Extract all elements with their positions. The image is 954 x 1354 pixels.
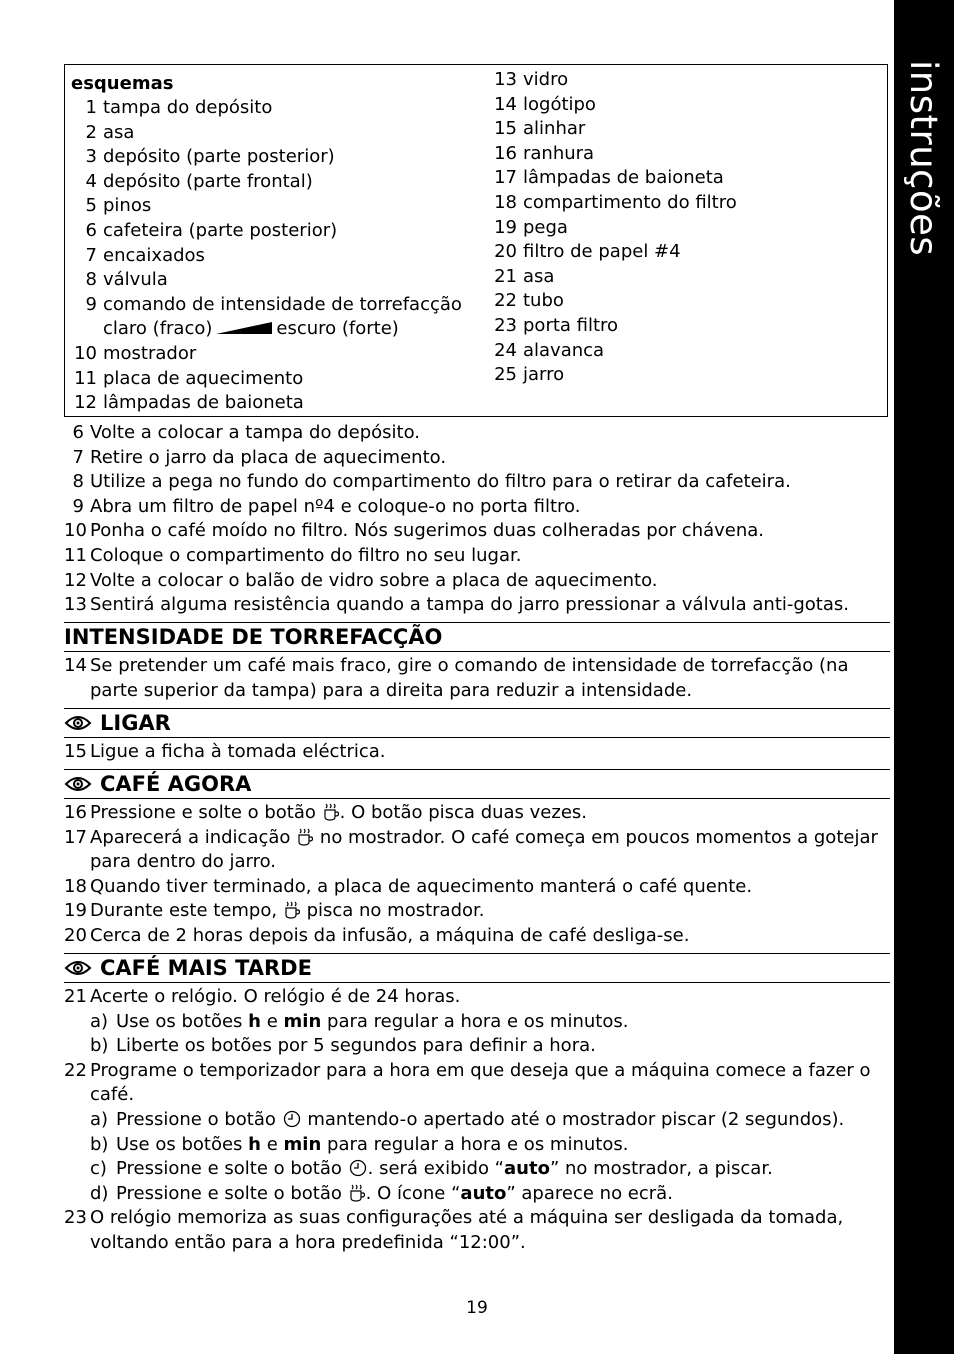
step-text: Aparecerá a indicação <box>90 826 291 848</box>
step-number: 11 <box>64 544 87 566</box>
legend-item-label: depósito (parte posterior) <box>103 146 335 168</box>
legend-item-number: 4 <box>85 170 97 192</box>
legend-item <box>71 293 481 318</box>
step-number: 6 <box>72 422 84 443</box>
step-text: O relógio memoriza as suas configurações até a máquina ser desligada da tomada, voltando então para a hora predefinida “12:00”. <box>90 1207 844 1253</box>
step-number: 13 <box>64 594 87 616</box>
legend-item-number: 2 <box>85 121 97 143</box>
legend-item <box>491 289 881 314</box>
steps-block-14 <box>64 654 890 703</box>
legend-item-label: válvula <box>103 269 168 291</box>
step-17 <box>64 826 890 875</box>
legend-item-number: 10 <box>74 342 97 364</box>
step-15 <box>64 740 890 765</box>
step-number: 23 <box>64 1207 87 1229</box>
steps-block-b <box>64 801 890 949</box>
steps-block-15 <box>64 740 890 765</box>
heading-cafe-mais-tarde <box>64 953 890 983</box>
steps-block-a <box>64 421 890 618</box>
legend-item-number: 7 <box>85 244 97 266</box>
legend-title: esquemas <box>71 73 174 94</box>
substep-text: Use os botões <box>116 1010 243 1032</box>
legend-item-label: asa <box>523 265 555 287</box>
step-22c <box>64 1157 890 1182</box>
step-item <box>64 519 890 544</box>
substep-text: para regular a hora e os minutos. <box>327 1010 629 1032</box>
legend-item-label: placa de aquecimento <box>103 367 304 389</box>
legend-item <box>491 142 881 167</box>
step-number: 12 <box>64 569 87 591</box>
legend-item-9-scale <box>71 317 481 342</box>
step-text: Ligue a ficha à tomada eléctrica. <box>90 741 386 762</box>
step-number: 22 <box>64 1059 87 1081</box>
legend-item <box>71 268 481 293</box>
step-number: 20 <box>64 924 87 946</box>
auto-label: auto <box>504 1158 550 1180</box>
legend-item <box>71 145 481 170</box>
h-button-label: h <box>248 1133 261 1155</box>
heading-cafe-mais-tarde-text: CAFÉ MAIS TARDE <box>100 956 312 980</box>
substep-text: Liberte os botões por 5 segundos para definir a hora. <box>116 1035 596 1057</box>
step-number: 7 <box>72 446 84 468</box>
legend-item-label: asa <box>103 121 135 143</box>
step-21 <box>64 985 890 1010</box>
legend-item <box>491 339 881 364</box>
legend-left-column <box>71 70 481 416</box>
step-text-end: no mostrador. O café começa em poucos momentos a gotejar para dentro do jarro. <box>90 826 878 873</box>
legend-item <box>491 216 881 241</box>
legend-item-label: pinos <box>103 195 152 217</box>
eye-icon <box>64 959 92 977</box>
step-number: 15 <box>64 741 87 762</box>
legend-item-label: ranhura <box>523 142 595 164</box>
legend-item <box>491 93 881 118</box>
h-button-label: h <box>248 1010 261 1032</box>
step-23 <box>64 1206 890 1255</box>
substep-text: Pressione e solte o botão <box>116 1182 342 1204</box>
legend-item-number: 17 <box>494 167 517 189</box>
legend-item-label: alavanca <box>523 339 605 361</box>
legend-item-label: depósito (parte frontal) <box>103 170 313 192</box>
step-number: 18 <box>64 875 87 897</box>
legend-item-label: lâmpadas de baioneta <box>103 392 304 414</box>
min-button-label: min <box>283 1133 322 1155</box>
legend-item <box>491 314 881 339</box>
step-text-end: pisca no mostrador. <box>306 900 485 922</box>
page-number: 19 <box>466 1298 488 1318</box>
legend-item-label: filtro de papel #4 <box>523 241 681 263</box>
step-22a <box>64 1108 890 1133</box>
eye-icon <box>64 775 92 793</box>
legend-item-label: compartimento do filtro <box>523 191 737 213</box>
legend-item <box>491 191 881 216</box>
legend-item <box>71 244 481 269</box>
scale-dark-label: escuro (forte) <box>276 318 399 340</box>
legend-item-number: 6 <box>85 219 97 241</box>
legend-item-number: 20 <box>494 241 517 263</box>
step-item <box>64 544 890 569</box>
step-text: Programe o temporizador para a hora em que deseja que a máquina comece a fazer o café. <box>90 1059 871 1106</box>
auto-label: auto <box>460 1182 507 1204</box>
step-text: Se pretender um café mais fraco, gire o comando de intensidade de torrefacção (na parte superior da tampa) para a direita para reduzir a intensidade. <box>90 655 849 701</box>
legend-item-number: 12 <box>74 392 97 414</box>
step-16 <box>64 801 890 826</box>
step-text: Ponha o café moído no filtro. Nós sugerimos duas colheradas por chávena. <box>90 520 765 542</box>
substep-text: para regular a hora e os minutos. <box>327 1133 629 1155</box>
legend-item-number: 23 <box>494 314 517 336</box>
step-text: Durante este tempo, <box>90 900 278 922</box>
step-14 <box>64 654 890 703</box>
substep-letter: d) <box>90 1182 109 1204</box>
step-22 <box>64 1059 890 1108</box>
step-text: Sentirá alguma resistência quando a tampa do jarro pressionar a válvula anti-gotas. <box>90 594 849 616</box>
legend-item-label: lâmpadas de baioneta <box>523 167 724 189</box>
legend-item <box>491 265 881 290</box>
step-text: Quando tiver terminado, a placa de aquecimento manterá o café quente. <box>90 875 753 897</box>
legend-item-label: cafeteira (parte posterior) <box>103 219 338 241</box>
step-text: Utilize a pega no fundo do compartimento do filtro para o retirar da cafeteira. <box>90 471 791 493</box>
step-text: Volte a colocar a tampa do depósito. <box>90 422 421 443</box>
substep-letter: a) <box>90 1010 109 1032</box>
substep-text: . O ícone “ <box>365 1182 461 1204</box>
legend-item <box>491 117 881 142</box>
legend-item-number: 25 <box>494 364 517 386</box>
step-text: Retire o jarro da placa de aquecimento. <box>90 446 447 468</box>
substep-letter: b) <box>90 1035 109 1057</box>
legend-item <box>71 121 481 146</box>
sidebar-title: instruções <box>902 60 945 257</box>
legend-item-label: jarro <box>523 364 565 386</box>
legend-item <box>491 68 881 93</box>
legend-item-label: mostrador <box>103 342 197 364</box>
legend-item-label: porta filtro <box>523 314 619 336</box>
legend-box <box>64 64 888 417</box>
step-item <box>64 421 890 446</box>
legend-item-number: 9 <box>85 293 97 315</box>
legend-item-number: 21 <box>494 265 517 287</box>
legend-item-label: comando de intensidade de torrefacção <box>103 293 462 315</box>
legend-item-number: 8 <box>85 269 97 291</box>
legend-item-number: 11 <box>74 367 97 389</box>
step-number: 21 <box>64 986 87 1007</box>
legend-item-label: alinhar <box>523 118 586 140</box>
legend-right-column <box>491 68 881 388</box>
min-button-label: min <box>283 1010 322 1032</box>
step-text: Pressione e solte o botão <box>90 802 316 823</box>
heading-intensidade <box>64 622 890 652</box>
brew-button-icon <box>323 803 339 821</box>
legend-item <box>71 170 481 195</box>
step-item <box>64 446 890 471</box>
brew-button-icon <box>349 1184 365 1202</box>
legend-item-label: vidro <box>523 69 569 90</box>
substep-text: e <box>266 1010 278 1032</box>
scale-light-label: claro (fraco) <box>103 318 213 340</box>
step-21b <box>64 1034 890 1059</box>
legend-item-number: 18 <box>494 191 517 213</box>
substep-text: Pressione e solte o botão <box>116 1158 342 1180</box>
step-item <box>64 569 890 594</box>
substep-text: e <box>266 1133 278 1155</box>
legend-item-number: 22 <box>494 290 517 312</box>
step-21a <box>64 1010 890 1035</box>
step-number: 16 <box>64 802 87 823</box>
step-number: 17 <box>64 826 87 848</box>
legend-item <box>491 240 881 265</box>
step-number: 8 <box>72 471 84 493</box>
substep-letter: c) <box>90 1158 107 1180</box>
heading-cafe-agora <box>64 769 890 799</box>
step-text: Volte a colocar o balão de vidro sobre a placa de aquecimento. <box>90 569 658 591</box>
legend-item <box>491 166 881 191</box>
legend-item-number: 14 <box>494 93 517 115</box>
heading-intensidade-text: INTENSIDADE DE TORREFACÇÃO <box>64 625 443 649</box>
legend-item <box>71 342 481 367</box>
step-18 <box>64 875 890 900</box>
step-number: 10 <box>64 520 87 542</box>
substep-text: ” aparece no ecrã. <box>506 1182 673 1204</box>
substep-text: mantendo-o apertado até o mostrador piscar (2 segundos). <box>307 1108 845 1130</box>
substep-text: ” no mostrador, a piscar. <box>549 1158 773 1180</box>
step-number: 14 <box>64 655 87 676</box>
legend-item <box>71 96 481 121</box>
legend-item <box>71 194 481 219</box>
legend-item <box>491 363 881 388</box>
legend-item <box>71 219 481 244</box>
step-item <box>64 470 890 495</box>
step-22d <box>64 1182 890 1207</box>
substep-text: . será exibido “ <box>367 1158 505 1180</box>
step-item <box>64 495 890 520</box>
legend-item-label: logótipo <box>523 93 596 115</box>
step-number: 9 <box>72 495 84 517</box>
legend-item <box>71 391 481 416</box>
step-20 <box>64 924 890 949</box>
legend-item <box>71 367 481 392</box>
step-text: Abra um filtro de papel nº4 e coloque-o no porta filtro. <box>90 495 581 517</box>
legend-item-number: 3 <box>85 146 97 168</box>
legend-item-number: 24 <box>494 339 517 361</box>
substep-letter: a) <box>90 1108 109 1130</box>
heading-cafe-agora-text: CAFÉ AGORA <box>100 772 252 796</box>
legend-item-number: 5 <box>85 195 97 217</box>
step-text: Cerca de 2 horas depois da infusão, a máquina de café desliga-se. <box>90 924 690 946</box>
legend-item-number: 16 <box>494 142 517 164</box>
legend-item-number: 13 <box>494 69 517 90</box>
step-22b <box>64 1133 890 1158</box>
brew-indicator-icon <box>284 901 300 919</box>
step-text: Acerte o relógio. O relógio é de 24 horas. <box>90 986 461 1007</box>
step-text: Coloque o compartimento do filtro no seu lugar. <box>90 544 522 566</box>
heading-ligar-text: LIGAR <box>100 711 171 735</box>
legend-item-number: 15 <box>494 118 517 140</box>
legend-item-number: 19 <box>494 216 517 238</box>
step-19 <box>64 899 890 924</box>
substep-letter: b) <box>90 1133 109 1155</box>
step-text-end: . O botão pisca duas vezes. <box>339 802 587 823</box>
legend-item-label: pega <box>523 216 568 238</box>
heading-ligar <box>64 708 890 738</box>
legend-item-label: encaixados <box>103 244 205 266</box>
legend-item-number: 1 <box>85 97 97 118</box>
clock-icon <box>283 1110 301 1128</box>
step-number: 19 <box>64 900 87 922</box>
legend-item-label: tampa do depósito <box>103 97 273 118</box>
substep-text: Pressione o botão <box>116 1108 276 1130</box>
brew-indicator-icon <box>297 828 313 846</box>
substep-text: Use os botões <box>116 1133 243 1155</box>
step-item <box>64 593 890 618</box>
intensity-wedge-icon <box>216 322 272 334</box>
clock-icon <box>349 1159 367 1177</box>
eye-icon <box>64 714 92 732</box>
legend-item-label: tubo <box>523 290 564 312</box>
steps-block-c <box>64 985 890 1256</box>
